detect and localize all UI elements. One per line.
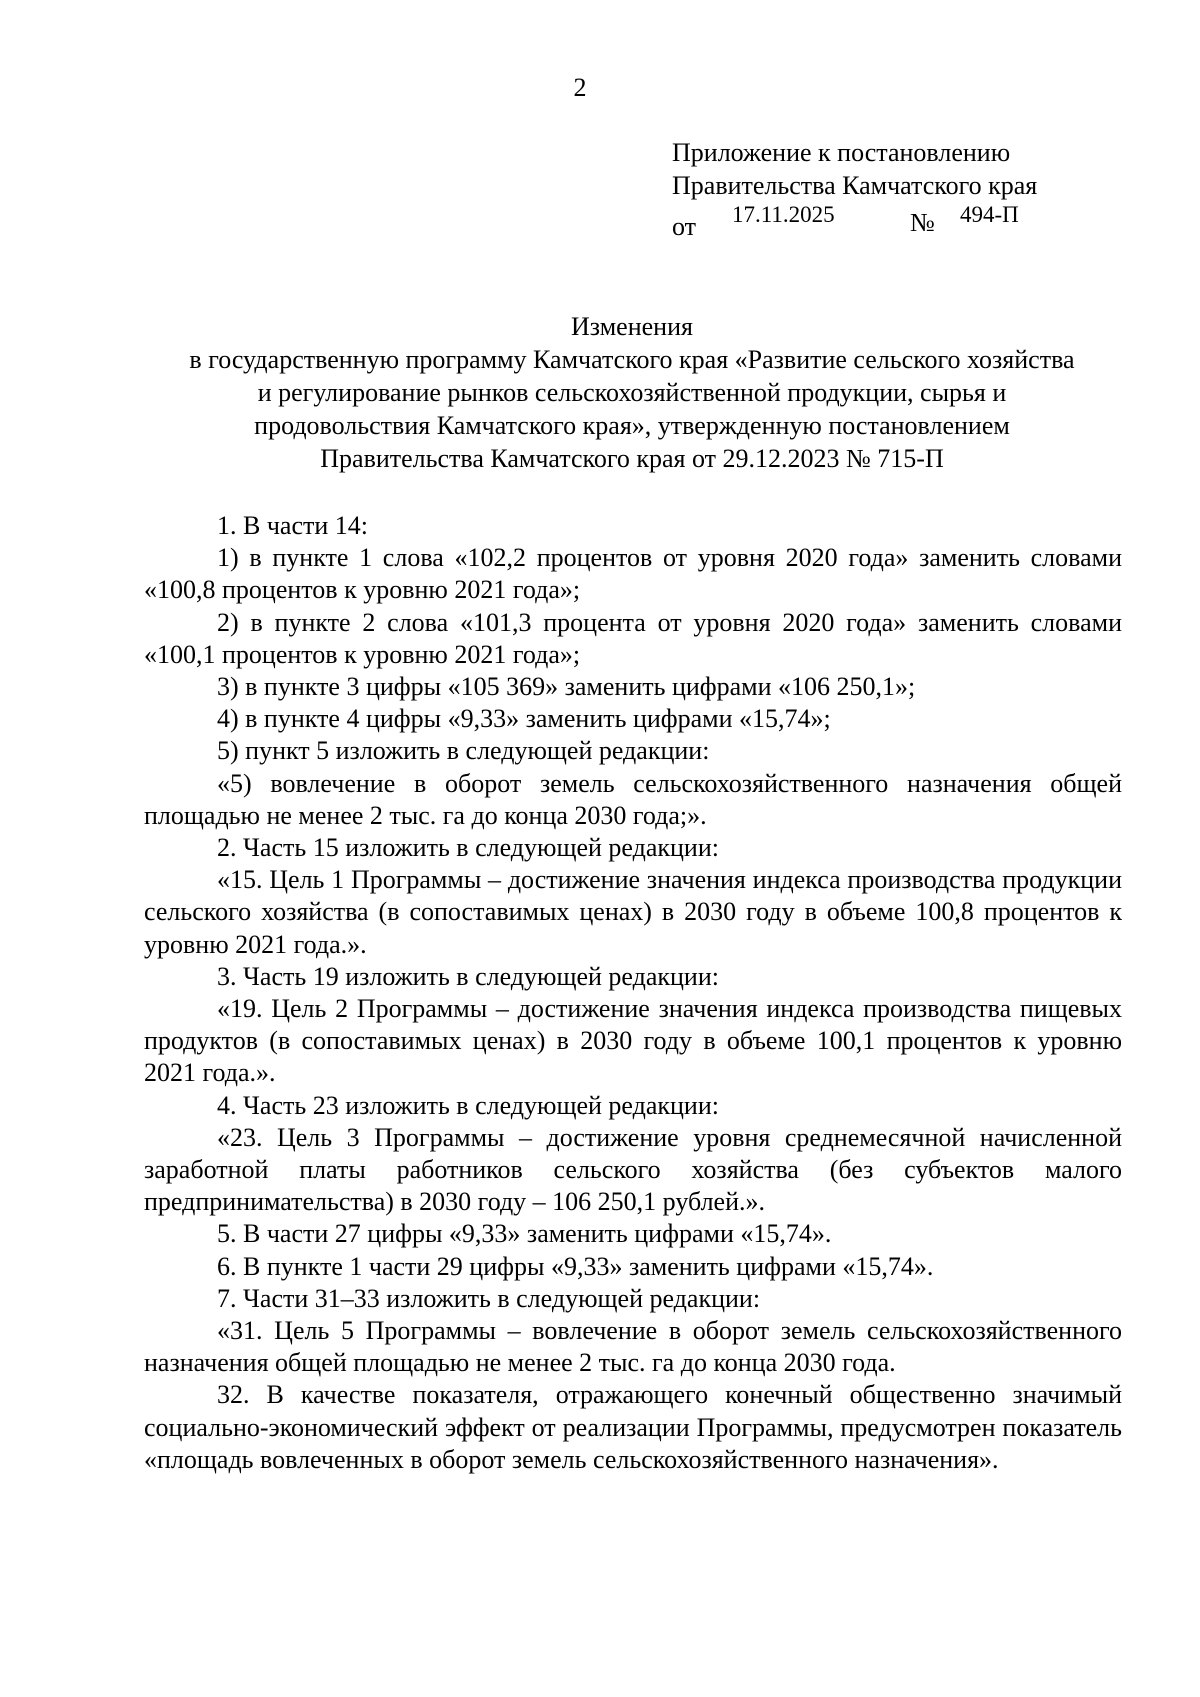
paragraph-2: 1) в пункте 1 слова «102,2 процентов от уровня 2020 года» заменить словами «100,8 процентов к уровню 2021 года»; <box>144 543 1122 605</box>
paragraph-5: 4) в пункте 4 цифры «9,33» заменить цифрами «15,74»; <box>217 704 831 734</box>
annex-line-2: Правительства Камчатского края <box>672 171 1038 200</box>
title-heading: Изменения <box>571 312 693 341</box>
paragraph-1: 1. В части 14: <box>217 511 368 540</box>
paragraph-14: 5. В части 27 цифры «9,33» заменить цифрами «15,74». <box>217 1219 832 1249</box>
document-body <box>144 510 1122 1476</box>
annex-block <box>672 136 1038 241</box>
paragraph-8: 2. Часть 15 изложить в следующей редакции: <box>217 833 719 863</box>
paragraph-9: «15. Цель 1 Программы – достижение значения индекса производства продукции сельского хозяйства (в сопоставимых ценах) в 2030 году в объеме 100,8 процентов к уровню 2021 года.». <box>144 865 1122 959</box>
paragraph-3: 2) в пункте 2 слова «101,3 процента от уровня 2020 года» заменить словами «100,1 процентов к уровню 2021 года»; <box>144 607 1122 669</box>
paragraph-15: 6. В пункте 1 части 29 цифры «9,33» заменить цифрами «15,74». <box>217 1251 934 1281</box>
annex-from-label: от <box>672 212 697 241</box>
title-line-1: в государственную программу Камчатского края «Развитие сельского хозяйства <box>189 345 1075 374</box>
annex-number: 494-П <box>960 202 1019 227</box>
paragraph-4: 3) в пункте 3 цифры «105 369» заменить цифрами «106 250,1»; <box>217 672 916 702</box>
paragraph-11: «19. Цель 2 Программы – достижение значения индекса производства пищевых продуктов (в сопоставимых ценах) в 2030 году в объеме 100,1 процентов к уровню 2021 года.». <box>144 994 1122 1088</box>
page-number: 2 <box>573 73 587 102</box>
paragraph-10: 3. Часть 19 изложить в следующей редакции: <box>217 961 719 991</box>
title-line-4: Правительства Камчатского края от 29.12.2023 № 715-П <box>320 444 944 473</box>
annex-date: 17.11.2025 <box>732 202 835 227</box>
paragraph-18: 32. В качестве показателя, отражающего конечный общественно значимый социально-экономический эффект от реализации Программы, предусмотрен показатель «площадь вовлеченных в оборот земель сельскохозяйственного назначения». <box>144 1380 1122 1474</box>
paragraph-13: «23. Цель 3 Программы – достижение уровня среднемесячной начисленной заработной платы работников сельского хозяйства (без субъектов малого предпринимательства) в 2030 году – 106 250,1 рублей.». <box>144 1122 1122 1217</box>
paragraph-16: 7. Части 31–33 изложить в следующей редакции: <box>217 1283 761 1313</box>
paragraph-17: «31. Цель 5 Программы – вовлечение в оборот земель сельскохозяйственного назначения общей площадью не менее 2 тыс. га до конца 2030 года. <box>144 1316 1122 1378</box>
paragraph-12: 4. Часть 23 изложить в следующей редакции: <box>217 1090 719 1120</box>
document-title <box>142 310 1122 475</box>
annex-number-sign: № <box>910 208 935 237</box>
paragraph-6: 5) пункт 5 изложить в следующей редакции: <box>217 736 710 766</box>
title-line-2: и регулирование рынков сельскохозяйственной продукции, сырья и <box>257 378 1007 407</box>
title-line-3: продовольствия Камчатского края», утвержденную постановлением <box>254 411 1010 440</box>
annex-line-1: Приложение к постановлению <box>672 138 1011 167</box>
annex-reference <box>672 202 1037 241</box>
paragraph-7: «5) вовлечение в оборот земель сельскохозяйственного назначения общей площадью не менее 2 тыс. га до конца 2030 года;». <box>144 768 1122 830</box>
